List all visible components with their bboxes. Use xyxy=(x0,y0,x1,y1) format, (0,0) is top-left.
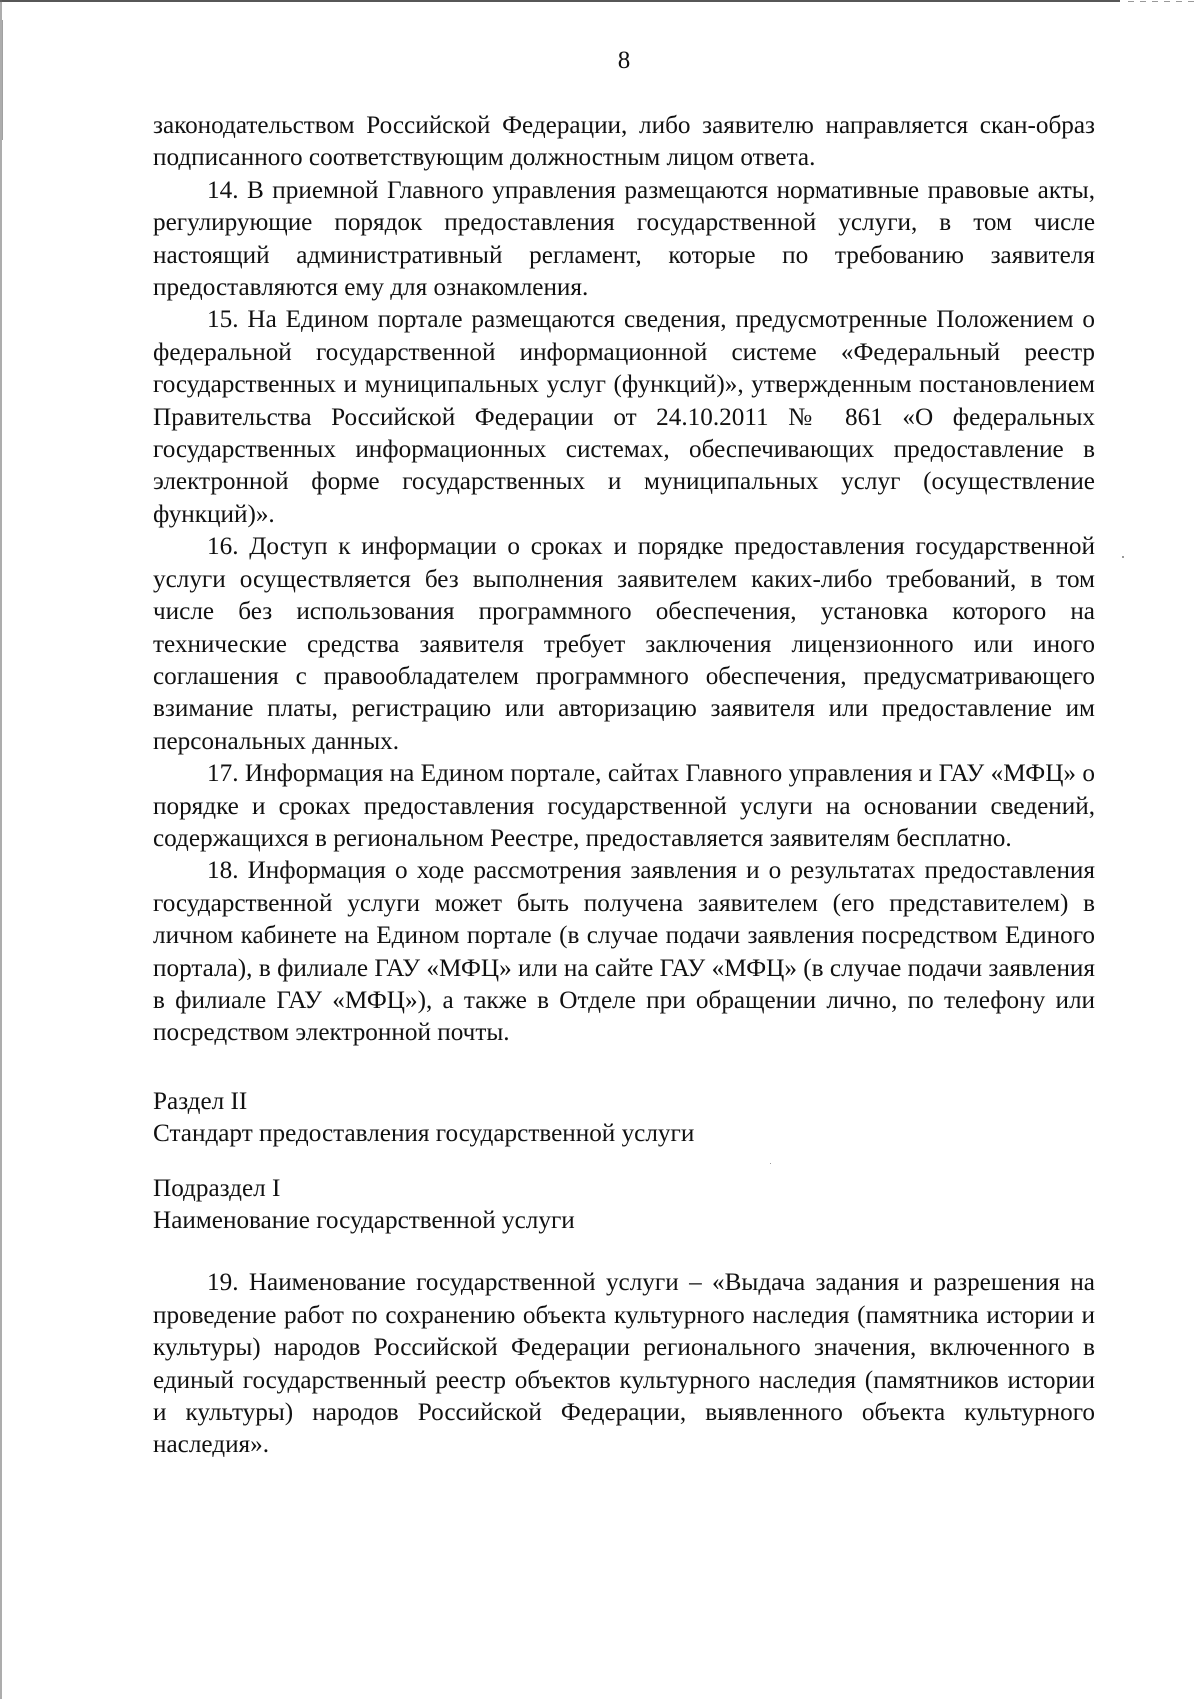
scan-edge-top-dashes xyxy=(1128,1,1200,2)
scan-edge-top xyxy=(0,0,1120,2)
spacer xyxy=(153,1050,1095,1086)
paragraph-16: 16. Доступ к информации о сроках и порядке предоставления государственной услуги осуществляется без выполнения заявителем каких-либо требований, в том числе без использования программного обеспечения, установка которого на технические средства заявителя требует заключения лицензионного или иного соглашения с правообладателем программного обеспечения, предусматривающего взимание платы, регистрацию или авторизацию заявителя или предоставление им персональных данных. xyxy=(153,533,1095,755)
spacer xyxy=(153,1237,1095,1267)
paragraph-14: 14. В приемной Главного управления размещаются нормативные правовые акты, регулирующие порядок предоставления государственной услуги, в том числе настоящий административный регламент, которые по требованию заявителя предоставляются ему для ознакомления. xyxy=(153,176,1095,302)
scan-edge-left-mark xyxy=(2,20,3,140)
subsection-title: Наименование государственной услуги xyxy=(153,1207,575,1234)
scan-speck xyxy=(1122,556,1124,558)
paragraph-continuation: законодательством Российской Федерации, либо заявителю направляется скан-образ подписанного соответствующим должностным лицом ответа. xyxy=(153,112,1095,172)
section-title: Стандарт предоставления государственной услуги xyxy=(153,1120,695,1148)
scan-edge-left xyxy=(0,0,2,1699)
page-number: 8 xyxy=(617,47,631,74)
subsection-label: Подраздел I xyxy=(153,1174,281,1202)
document-body xyxy=(153,110,1095,1462)
paragraph-18: 18. Информация о ходе рассмотрения заявления и о результатах предоставления государственной услуги может быть получена заявителем (его представителем) в личном кабинете на Едином портале (в случае подачи заявления посредством Единого портала), в филиале ГАУ «МФЦ» или на сайте ГАУ «МФЦ» (в случае подачи заявления в филиале ГАУ «МФЦ»), а также в Отделе при обращении лично, по телефону или посредством электронной почты. xyxy=(153,857,1095,1047)
paragraph-17: 17. Информация на Едином портале, сайтах Главного управления и ГАУ «МФЦ» о порядке и сроках предоставления государственной услуги на основании сведений, содержащихся в региональном Реестре, предоставляется заявителям бесплатно. xyxy=(153,760,1095,852)
paragraph-19: 19. Наименование государственной услуги – «Выдача задания и разрешения на проведение работ по сохранению объекта культурного наследия (памятника истории и культуры) народов Российской Федерации регионального значения, включенного в единый государственный реестр объектов культурного наследия (памятников истории и культуры) народов Российской Федерации, выявленного объекта культурного наследия». xyxy=(153,1269,1095,1459)
paragraph-15: 15. На Едином портале размещаются сведения, предусмотренные Положением о федеральной государственной информационной системе «Федеральный реестр государственных и муниципальных услуг (функций)», утвержденным постановлением Правительства Российской Федерации от 24.10.2011 № 861 «О федеральных государственных информационных системах, обеспечивающих предоставление в электронной форме государственных и муниципальных услуг (осуществление функций)». xyxy=(153,306,1095,528)
section-label: Раздел II xyxy=(153,1087,248,1115)
spacer xyxy=(153,1151,1095,1173)
